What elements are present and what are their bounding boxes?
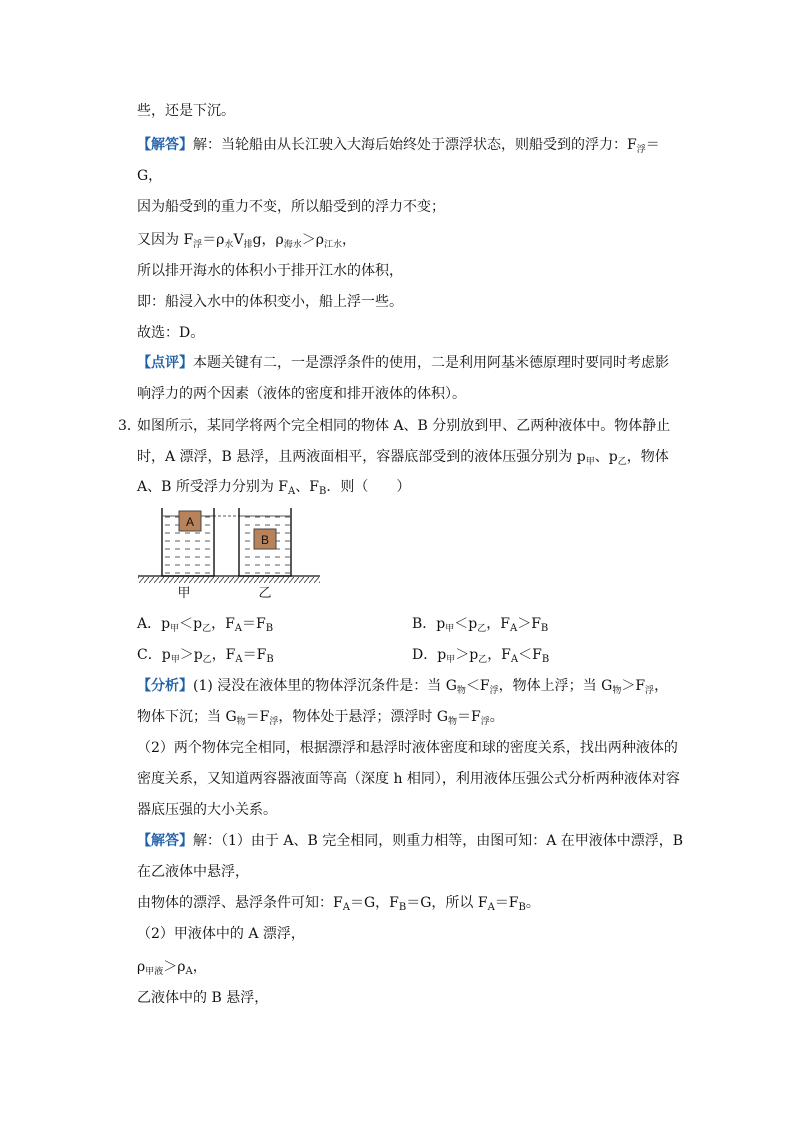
text-fragment: 浮 [193,240,203,250]
text-fragment: 、F [295,479,319,495]
text-fragment: A [185,966,193,977]
answer-line [137,135,660,160]
text-fragment: 物 [456,686,466,696]
text-fragment: 所以排开海水的体积小于排开江水的体积， [137,263,403,279]
text-fragment: 物 [612,686,622,696]
text-fragment: ＝F [245,709,270,725]
text-fragment: ＜p [454,616,478,632]
text-fragment: 。 [525,895,540,911]
text-fragment: C．p [137,647,171,663]
text-fragment: 甲液 [145,967,164,977]
question-text [137,447,669,472]
text-fragment: B [266,654,274,665]
question-number: 3． [118,418,141,434]
text-fragment: 甲 [170,655,180,665]
text-fragment: ，F [211,616,235,632]
text-fragment: ＝F [494,895,519,911]
text-fragment: ＞F [621,678,646,694]
block-a [179,511,201,531]
text-fragment: g，ρ [252,232,284,248]
text-fragment: 响浮力的两个因素（液体的密度和排开液体的体积）。 [137,386,466,402]
text-line [137,323,204,343]
text-fragment: 解：当轮船由从长江驶入大海后始终处于漂浮状态，则船受到的浮力：F [193,137,637,153]
text-fragment: 乙液体中的 B 悬浮， [137,990,269,1006]
text-fragment: 江水 [324,240,343,250]
text-fragment: 密度关系，又知道两容器液面等高（深度 h 相同），利用液体压强公式分析两种液体对容 [137,771,680,787]
text-fragment: 解：（1）由于 A、B 完全相同，则重力相等，由图可知：A 在甲液体中漂浮，B [193,833,684,849]
text-fragment: ，F [487,647,511,663]
comment-line [137,353,669,373]
text-fragment: ，物体上浮；当 G [498,678,613,694]
text-fragment: B [398,902,407,913]
text-fragment: 乙 [617,457,627,467]
text-fragment: 浮 [645,686,655,696]
text-fragment: A [509,623,518,634]
label-yi: 乙 [258,586,272,601]
question-text [137,477,410,502]
solution-line [137,957,207,982]
text-fragment: ， [342,232,357,248]
text-fragment: 甲 [446,655,456,665]
text-fragment: ρ [137,959,146,975]
text-fragment: 甲 [445,624,455,634]
text-fragment: 时，A 漂浮，B 悬浮，且两液面相平，容器底部受到的液体压强分别为 p [137,449,586,465]
text-fragment: (1) 浸没在液体里的物体浮沉条件是：当 G [193,678,457,694]
text-fragment: ＝ [645,137,660,153]
text-fragment: 在乙液体中悬浮， [137,864,249,880]
text-line [137,166,162,186]
option-d[interactable] [412,645,549,670]
block-b [254,529,276,549]
text-fragment: 乙 [477,624,487,634]
text-fragment: ，物体处于悬浮；漂浮时 G [278,709,449,725]
text-fragment: 本题关键有二，一是漂浮条件的使用，二是利用阿基米德原理时要同时考虑影 [193,355,669,371]
text-fragment: （2）甲液体中的 A 漂浮， [137,926,305,942]
text-line [137,292,403,312]
option-c[interactable] [137,645,274,670]
text-fragment: B [265,623,274,634]
text-fragment: ＜F [465,678,490,694]
text-fragment: D．p [412,647,447,663]
text-fragment: ＝F [457,709,481,725]
text-fragment: 因为船受到的重力不变，所以船受到的浮力不变； [137,199,445,215]
text-fragment: ， [654,678,669,694]
text-fragment: A [487,902,495,913]
option-b[interactable] [412,614,548,639]
text-fragment: 即：船浸入水中的体积变小，船上浮一些。 [137,294,403,310]
text-fragment: （2）两个物体完全相同，根据漂浮和悬浮时液体密度和球的密度关系，找出两种液体的 [137,740,678,756]
svg-text:B: B [260,533,270,547]
text-fragment: 由物体的漂浮、悬浮条件可知：F [137,895,343,911]
text-line [137,197,445,217]
text-fragment: 海水 [283,240,302,250]
text-fragment: V [233,232,244,248]
text-fragment: 物 [236,717,246,727]
svg-text:A: A [185,515,195,529]
formula-line [137,230,356,255]
text-fragment: 物体下沉；当 G [137,709,237,725]
text-fragment: A [235,654,243,665]
containers-diagram [134,505,324,605]
solution-line [137,831,683,851]
text-fragment: ．则（ ） [326,479,411,495]
analysis-line [137,676,668,701]
comment-tag: 【点评】 [137,355,193,371]
text-fragment: 。 [489,709,504,725]
analysis-line [137,738,678,758]
text-fragment: 乙 [478,655,488,665]
solution-line [137,862,249,882]
text-fragment: 甲 [585,457,595,467]
text-fragment: ＝F [242,616,266,632]
text-fragment: ＝G，所以 F [406,895,488,911]
text-fragment: 、p [594,449,618,465]
text-fragment: A [342,902,350,913]
text-fragment: 故选：D。 [137,325,205,341]
answer-tag: 【解答】 [137,137,193,153]
text-fragment: ， [192,959,207,975]
text-fragment: 物 [448,717,458,727]
text-fragment: ＞ρ [163,959,186,975]
solution-line [137,988,268,1008]
text-line [137,384,466,404]
text-fragment: A．p [137,616,171,632]
analysis-line [137,769,680,789]
text-fragment: B [318,486,327,497]
solution-line [137,924,305,944]
text-fragment: 水 [224,240,234,250]
text-fragment: ＜p [179,616,203,632]
analysis-tag: 【分析】 [137,678,193,694]
text-fragment: ，F [211,647,236,663]
text-fragment: ＝F [242,647,267,663]
text-fragment: 器底压强的大小关系。 [137,802,277,818]
analysis-line [137,800,277,820]
text-fragment: ＝ρ [202,232,225,248]
text-fragment: ，物体 [626,449,669,465]
text-fragment: 乙 [202,624,212,634]
text-fragment: 排 [243,240,253,250]
text-fragment: A [510,654,519,665]
text-fragment: 些，还是下沉。 [137,103,235,119]
solution-tag: 【解答】 [137,833,193,849]
text-fragment: B [541,654,550,665]
option-a[interactable] [137,614,273,639]
text-fragment: A [234,623,243,634]
text-fragment: 甲 [170,624,180,634]
text-fragment: B [540,623,549,634]
text-line [137,261,403,281]
label-jia: 甲 [177,586,191,601]
text-fragment: ＞F [517,616,541,632]
text-fragment: ＞p [455,647,479,663]
question-text [137,416,670,436]
text-fragment: G， [137,168,163,184]
text-fragment: A、B 所受浮力分别为 F [137,479,289,495]
analysis-line [137,707,504,732]
text-fragment: 浮 [636,145,646,155]
text-fragment: B [518,902,526,913]
text-fragment: 浮 [480,717,490,727]
text-line [137,101,235,121]
text-fragment: ＞p [179,647,203,663]
solution-line [137,893,540,918]
text-fragment: ＝G，F [349,895,399,911]
text-fragment: 乙 [202,655,212,665]
text-fragment: 如图所示，某同学将两个完全相同的物体 A、B 分别放到甲、乙两种液体中。物体静止 [137,418,671,434]
text-fragment: B．p [412,616,446,632]
text-fragment: A [288,486,296,497]
text-fragment: ，F [486,616,510,632]
text-fragment: ＜F [518,647,542,663]
text-fragment: 又因为 F [137,232,194,248]
text-fragment: 浮 [489,686,499,696]
text-fragment: ＞ρ [301,232,325,248]
text-fragment: 浮 [269,717,279,727]
ground-hatch [138,577,320,583]
